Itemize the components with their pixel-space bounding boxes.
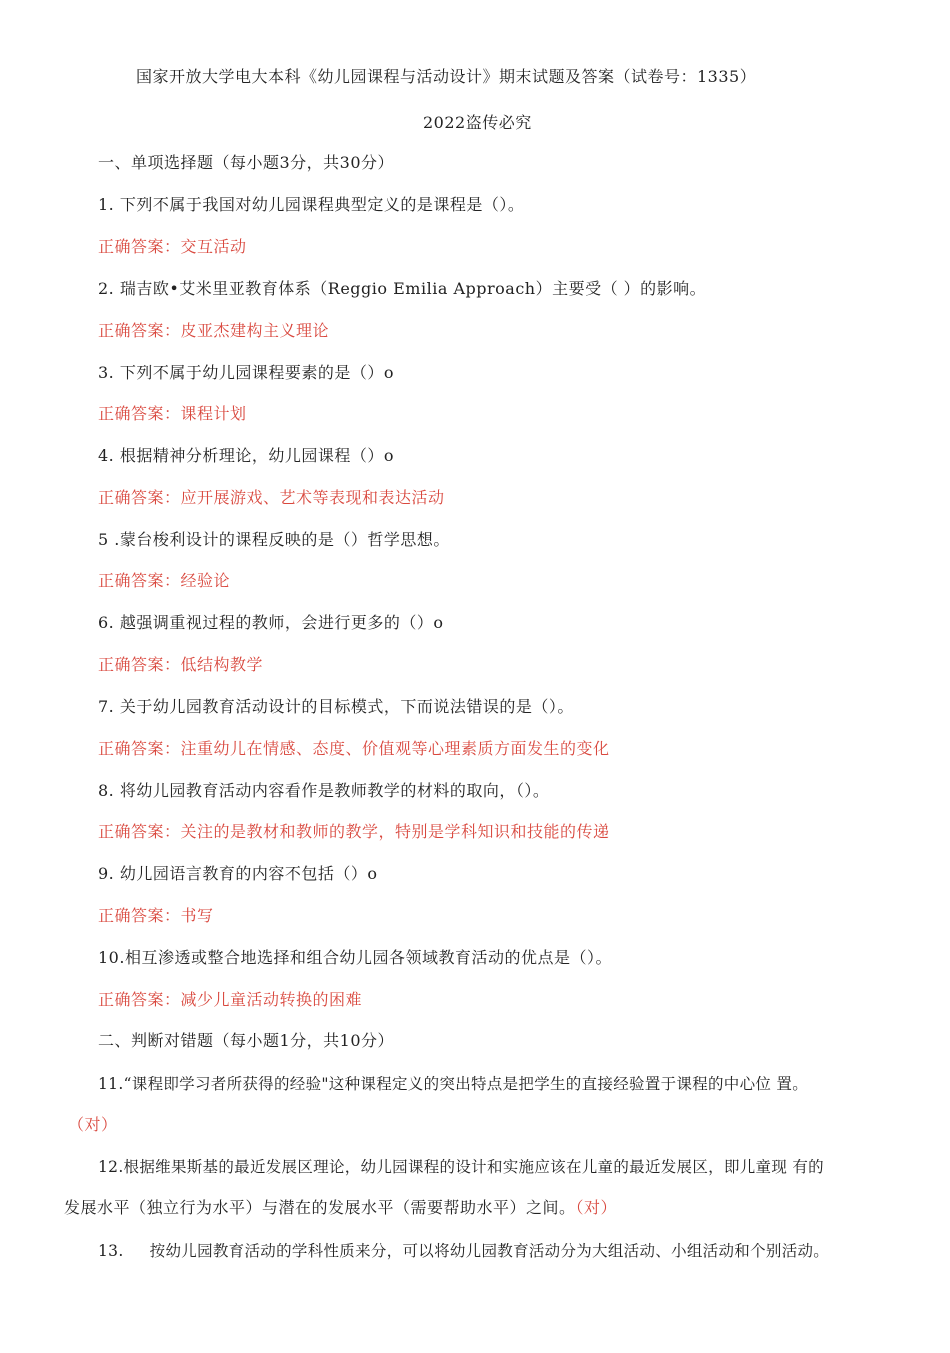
- question-7: 7. 关于幼儿园教育活动设计的目标模式，下而说法错误的是（）。: [98, 697, 574, 716]
- question-1: 1. 下列不属于我国对幼儿园课程典型定义的是课程是（）。: [98, 195, 525, 214]
- question-8: 8. 将幼儿园教育活动内容看作是教师教学的材料的取向，（）。: [98, 781, 550, 800]
- document-title: 国家开放大学电大本科《幼儿园课程与活动设计》期末试题及答案（试卷号：1335）: [136, 67, 757, 86]
- question-11: 11.“课程即学习者所获得的经验"这种课程定义的突出特点是把学生的直接经验置于课程的中心位 置。: [98, 1075, 809, 1093]
- section-heading-true-false: 二、判断对错题（每小题1分，共10分）: [98, 1031, 395, 1050]
- question-3: 3. 下列不属于幼儿园课程要素的是（）o: [98, 363, 394, 382]
- answer-3: 正确答案：课程计划: [98, 404, 247, 423]
- answer-4: 正确答案：应开展游戏、艺术等表现和表达活动: [98, 488, 445, 507]
- answer-5: 正确答案：经验论: [98, 571, 231, 590]
- question-9: 9. 幼儿园语言教育的内容不包括（）o: [98, 864, 378, 883]
- question-6: 6. 越强调重视过程的教师，会进行更多的（）o: [98, 613, 444, 632]
- section-heading-single-choice: 一、单项选择题（每小题3分，共30分）: [98, 153, 395, 172]
- answer-1: 正确答案：交互活动: [98, 237, 247, 256]
- question-12-line-2: [64, 1197, 617, 1219]
- question-4: 4. 根据精神分析理论，幼儿园课程（）o: [98, 446, 394, 465]
- answer-6: 正确答案：低结构教学: [98, 655, 264, 674]
- question-12-line-1: 12.根据维果斯基的最近发展区理论，幼儿园课程的设计和实施应该在儿童的最近发展区，即儿童现 有的: [98, 1158, 824, 1176]
- answer-7: 正确答案：注重幼儿在情感、态度、价值观等心理素质方面发生的变化: [98, 739, 610, 758]
- answer-12: （对）: [575, 1198, 618, 1217]
- answer-8: 正确答案：关注的是教材和教师的教学，特别是学科知识和技能的传递: [98, 822, 610, 841]
- question-13: 13. 按幼儿园教育活动的学科性质来分，可以将幼儿园教育活动分为大组活动、小组活动和个别活动。: [98, 1242, 830, 1260]
- question-10: 10.相互渗透或整合地选择和组合幼儿园各领域教育活动的优点是（）。: [98, 948, 612, 967]
- answer-11: （对）: [68, 1115, 118, 1134]
- answer-10: 正确答案：减少儿童活动转换的困难: [98, 990, 363, 1009]
- question-12-text: 发展水平（独立行为水平）与潜在的发展水平（需要帮助水平）之间。: [64, 1198, 576, 1217]
- question-5: 5 .蒙台梭利设计的课程反映的是（）哲学思想。: [98, 530, 450, 549]
- answer-2: 正确答案：皮亚杰建构主义理论: [98, 321, 330, 340]
- answer-9: 正确答案：书写: [98, 906, 214, 925]
- document-subtitle: 2022盗传必究: [423, 113, 532, 132]
- question-2: 2. 瑞吉欧•艾米里亚教育体系（Reggio Emilia Approach）主要受（ ）的影响。: [98, 279, 707, 298]
